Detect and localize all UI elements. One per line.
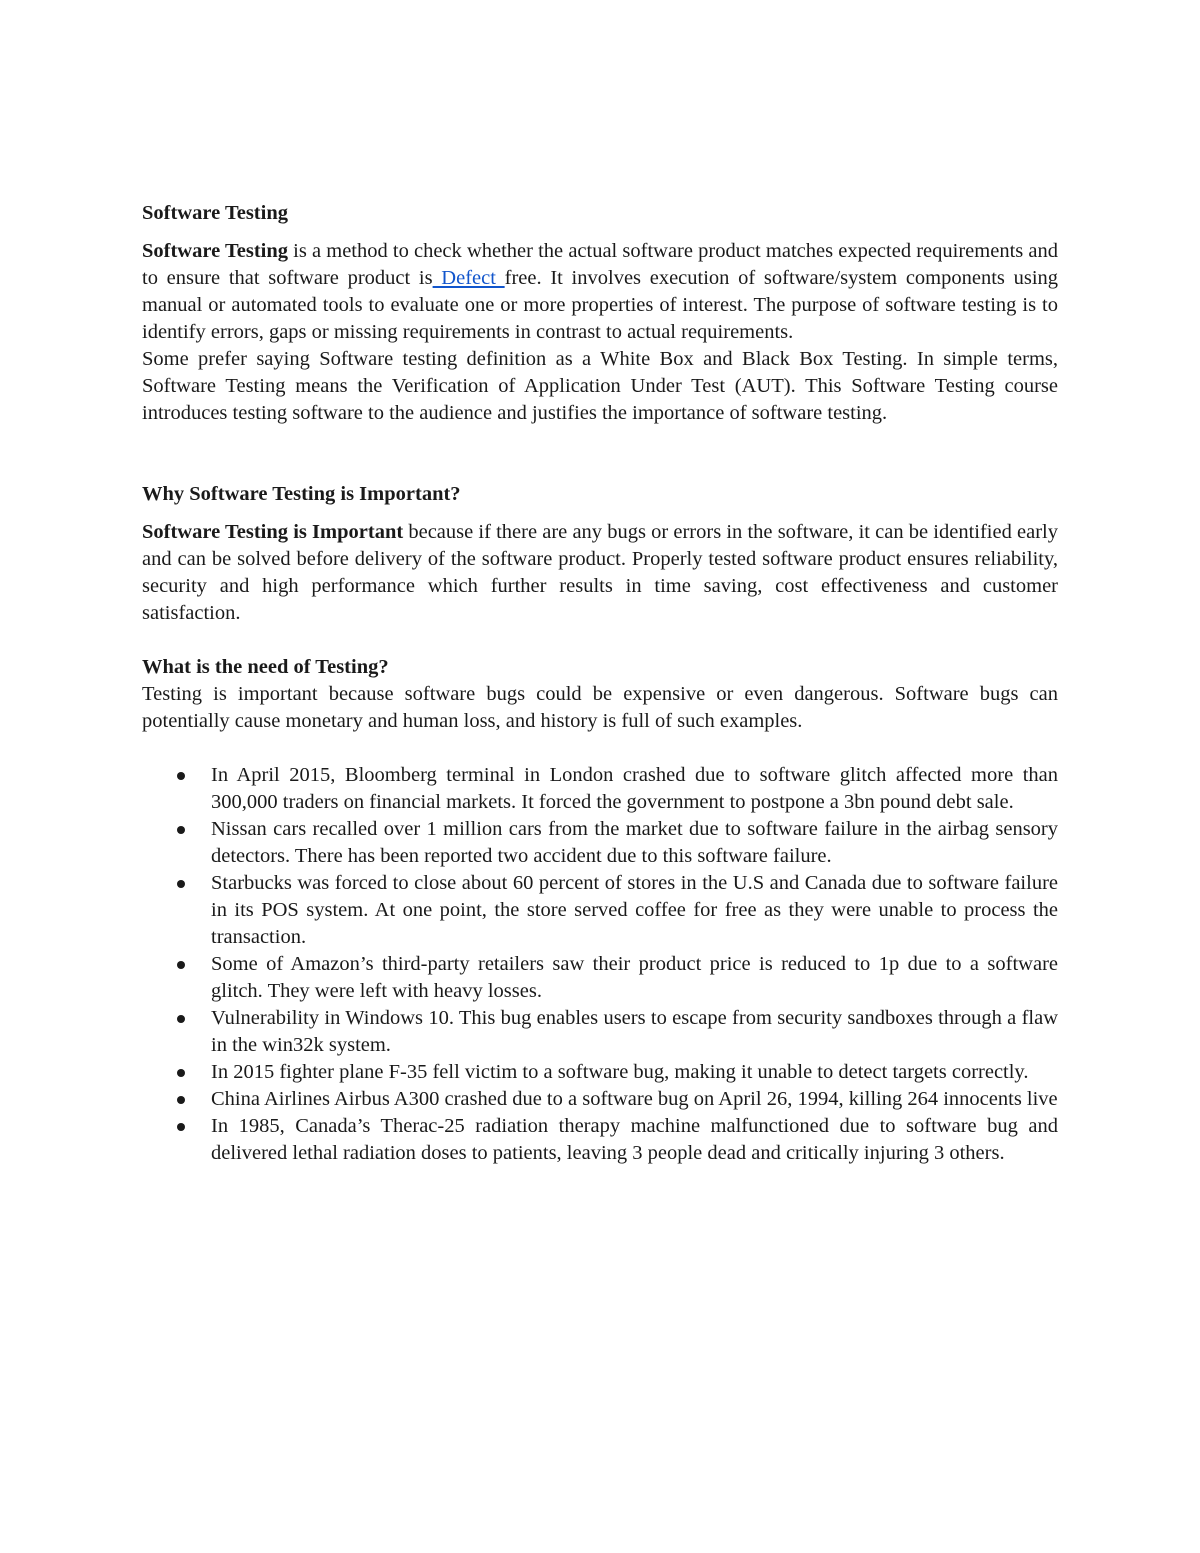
bullet-icon — [177, 961, 185, 969]
bullet-icon — [177, 1123, 185, 1131]
list-item — [142, 1086, 1058, 1113]
list-item-text: In 2015 fighter plane F-35 fell victim to a software bug, making it unable to detect targets correctly. — [211, 1061, 1029, 1083]
document-page — [142, 200, 1058, 1167]
list-item — [142, 951, 1058, 1005]
list-item-text: Vulnerability in Windows 10. This bug enables users to escape from security sandboxes through a flaw in the win32k system. — [211, 1007, 1058, 1056]
list-item-text: Nissan cars recalled over 1 million cars from the market due to software failure in the airbag sensory detectors. There has been reported two accident due to this software failure. — [211, 818, 1058, 867]
list-item — [142, 1059, 1058, 1086]
examples-list — [142, 762, 1058, 1167]
list-item — [142, 870, 1058, 951]
why-bold-term: Software Testing is Important — [142, 521, 404, 543]
spacer — [142, 427, 1058, 481]
intro-text-b: free. It involves execution of software/system components using manual or automated tools to evaluate one or more properties of interest. The purpose of software testing is to identify errors, gaps or missing requirements in contrast to actual requirements. — [142, 267, 1059, 343]
heading-software-testing: Software Testing — [142, 202, 288, 224]
spacer — [142, 735, 1058, 762]
bullet-icon — [177, 1015, 185, 1023]
list-item-text: China Airlines Airbus A300 crashed due to a software bug on April 26, 1994, killing 264 innocents live — [211, 1088, 1058, 1110]
bullet-icon — [177, 1096, 185, 1104]
need-paragraph: Testing is important because software bugs could be expensive or even dangerous. Software bugs can potentially cause monetary and human loss, and history is full of such examples. — [142, 683, 1058, 732]
list-item — [142, 1113, 1058, 1167]
heading-why-important: Why Software Testing is Important? — [142, 483, 461, 505]
defect-link[interactable]: Defect — [432, 267, 505, 289]
definition-paragraph: Some prefer saying Software testing definition as a White Box and Black Box Testing. In simple terms, Software Testing means the Verification of Application Under Test (AUT). This Software Testing course introduces testing software to the audience and justifies the importance of software testing. — [142, 348, 1058, 424]
intro-paragraph — [142, 238, 1058, 346]
list-item — [142, 816, 1058, 870]
why-text: because if there are any bugs or errors in the software, it can be identified early and can be solved before delivery of the software product. Properly tested software product ensures reliability, security and high performance which further results in time saving, cost effectiveness and customer satisfaction. — [142, 521, 1058, 624]
list-item-text: Some of Amazon’s third-party retailers saw their product price is reduced to 1p due to a software glitch. They were left with heavy losses. — [211, 953, 1058, 1002]
bullet-icon — [177, 772, 185, 780]
intro-bold-term: Software Testing — [142, 240, 289, 262]
intro-text-a: is a method to check whether the actual software product matches expected requirements and to ensure that software product is — [142, 240, 1058, 289]
bullet-icon — [177, 880, 185, 888]
list-item — [142, 762, 1058, 816]
heading-need-of-testing: What is the need of Testing? — [142, 656, 389, 678]
bullet-icon — [177, 1069, 185, 1077]
list-item-text: Starbucks was forced to close about 60 percent of stores in the U.S and Canada due to software failure in its POS system. At one point, the store served coffee for free as they were unable to process the transaction. — [211, 872, 1058, 948]
spacer — [142, 627, 1058, 654]
list-item-text: In April 2015, Bloomberg terminal in London crashed due to software glitch affected more than 300,000 traders on financial markets. It forced the government to postpone a 3bn pound debt sale. — [211, 764, 1058, 813]
why-paragraph — [142, 519, 1058, 627]
list-item — [142, 1005, 1058, 1059]
bullet-icon — [177, 826, 185, 834]
list-item-text: In 1985, Canada’s Therac-25 radiation therapy machine malfunctioned due to software bug and delivered lethal radiation doses to patients, leaving 3 people dead and critically injuring 3 others. — [211, 1115, 1058, 1164]
